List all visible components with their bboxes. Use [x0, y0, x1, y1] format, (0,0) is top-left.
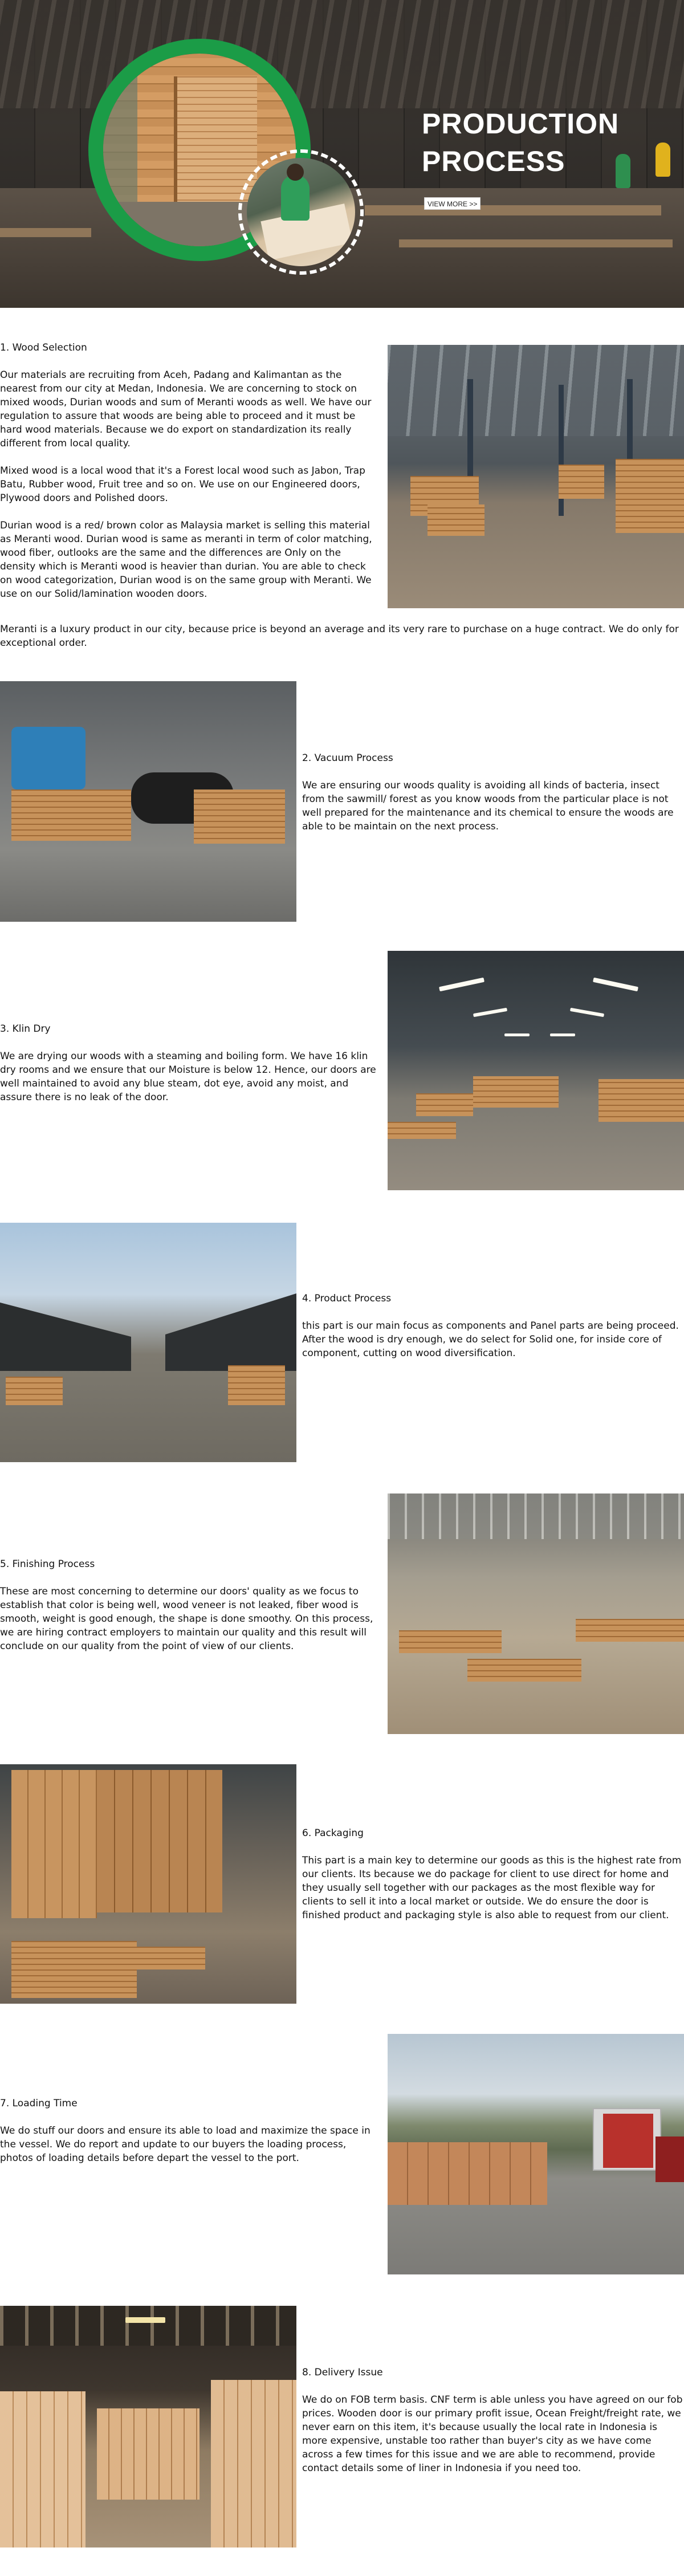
section-paragraph: We do stuff our doors and ensure its able to load and maximize the space in the vessel. We do report and update to our buyers the loading process, photos of loading details before depart the vessel to the port. — [0, 2125, 370, 2164]
packaging-photo — [0, 1764, 296, 2004]
section-wood-selection-footer — [0, 622, 684, 650]
section-heading: 8. Delivery Issue — [302, 2367, 383, 2378]
section-paragraph: Our materials are recruiting from Aceh, Padang and Kalimantan as the nearest from our city at Medan, Indonesia. We are concerning to stock on mixed woods, Durian woods and sum of Meranti woods as well. We have our regulation to assure that woods are being able to proceed and it must be hard wood materials. Because we do export on standardization its really different from local quality. — [0, 369, 372, 449]
klin-dry-photo — [388, 951, 684, 1190]
section-vacuum-process-text — [302, 751, 684, 833]
section-paragraph: Mixed wood is a local wood that it's a Forest local wood such as Jabon, Trap Batu, Rubber wood, Fruit tree and so on. We use on our Engineered doors, Plywood doors and Polished doors. — [0, 465, 365, 504]
section-paragraph: Meranti is a luxury product in our city, because price is beyond an average and its very rare to purchase on a huge contract. We do only for exceptional order. — [0, 624, 679, 649]
section-paragraph: These are most concerning to determine our doors' quality as we focus to establish that color is being well, wood veneer is not leaked, fiber wood is smooth, weight is good enough, the shape is done smoothy. On this process, we are hiring contract employers to maintain our quality and this result will conclude on our quality from the point of view of our clients. — [0, 1586, 373, 1652]
page-title-line2: PROCESS — [422, 145, 565, 177]
page-title-line1: PRODUCTION — [422, 108, 620, 140]
hero-banner — [0, 0, 684, 308]
delivery-issue-photo — [0, 2306, 296, 2547]
section-heading: 5. Finishing Process — [0, 1558, 95, 1570]
finishing-process-photo — [388, 1493, 684, 1734]
section-finishing-process-text — [0, 1557, 379, 1653]
hero-worker-photo — [247, 158, 355, 266]
view-more-button[interactable]: VIEW MORE >> — [424, 197, 481, 210]
section-klin-dry-text — [0, 1022, 379, 1104]
section-heading: 4. Product Process — [302, 1293, 392, 1304]
hero-background-workbench — [399, 239, 673, 247]
section-heading: 7. Loading Time — [0, 2098, 78, 2109]
hero-background-workbench — [0, 228, 91, 237]
section-heading: 3. Klin Dry — [0, 1023, 51, 1035]
section-paragraph: We are drying our woods with a steaming and boiling form. We have 16 klin dry rooms and we ensure that our Moisture is below 12. Hence, our doors are well maintained to avoid any blue steam, dot eye, avoid any moist, and assure there is no leak of the door. — [0, 1051, 376, 1103]
section-paragraph: this part is our main focus as components and Panel parts are being proceed. After the wood is dry enough, we do select for Solid one, for inside core of component, cutting on wood diversification. — [302, 1320, 679, 1359]
hero-background-roof — [0, 0, 684, 108]
section-heading: 6. Packaging — [302, 1828, 364, 1839]
section-wood-selection-text — [0, 341, 379, 601]
hero-background-worker — [656, 143, 670, 177]
product-process-photo — [0, 1223, 296, 1462]
section-paragraph: Durian wood is a red/ brown color as Malaysia market is selling this material as Meranti wood. Durian wood is same as meranti in term of color matching, wood fiber, outlooks are the same and the differences are Only on the density which is Meranti wood is heavier than durian. You are able to check on wood categorization, Durian wood is on the same group with Meranti. We use on our Solid/lamination wooden doors. — [0, 520, 372, 600]
page-title — [422, 105, 650, 180]
section-paragraph: This part is a main key to determine our goods as this is the highest rate from our clients. Its because we do package for client to use direct for home and they usually sell together with our packages as the most flexible way for clients to sell it into a local market or outside. We do ensure the door is finished product and packaging style is also able to request from our client. — [302, 1855, 682, 1921]
wood-selection-photo — [388, 345, 684, 608]
hero-background-workbench — [365, 205, 661, 215]
section-loading-time-text — [0, 2097, 379, 2165]
section-paragraph: We do on FOB term basis. CNF term is able unless you have agreed on our fob prices. Wooden door is our primary profit issue, Ocean Freight/freight rate, we never earn on this item, it's because usually the local rate in Indonesia is more expensive, unstable too rather than buyer's city as we have come across a few times for this issue and we are able to recommend, provide contact details some of liner in Indonesia if you need too. — [302, 2394, 683, 2474]
vacuum-process-photo — [0, 681, 296, 922]
loading-time-photo — [388, 2034, 684, 2274]
section-delivery-issue-text — [302, 2366, 684, 2475]
section-heading: 1. Wood Selection — [0, 342, 87, 353]
section-heading: 2. Vacuum Process — [302, 752, 393, 764]
section-paragraph: We are ensuring our woods quality is avoiding all kinds of bacteria, insect from the sawmill/ forest as you know woods from the particular place is not well prepared for the maintenance and its chemical to ensure the woods are able to be maintain on the next process. — [302, 780, 674, 832]
section-product-process-text — [302, 1292, 684, 1360]
section-packaging-text — [302, 1826, 684, 1922]
